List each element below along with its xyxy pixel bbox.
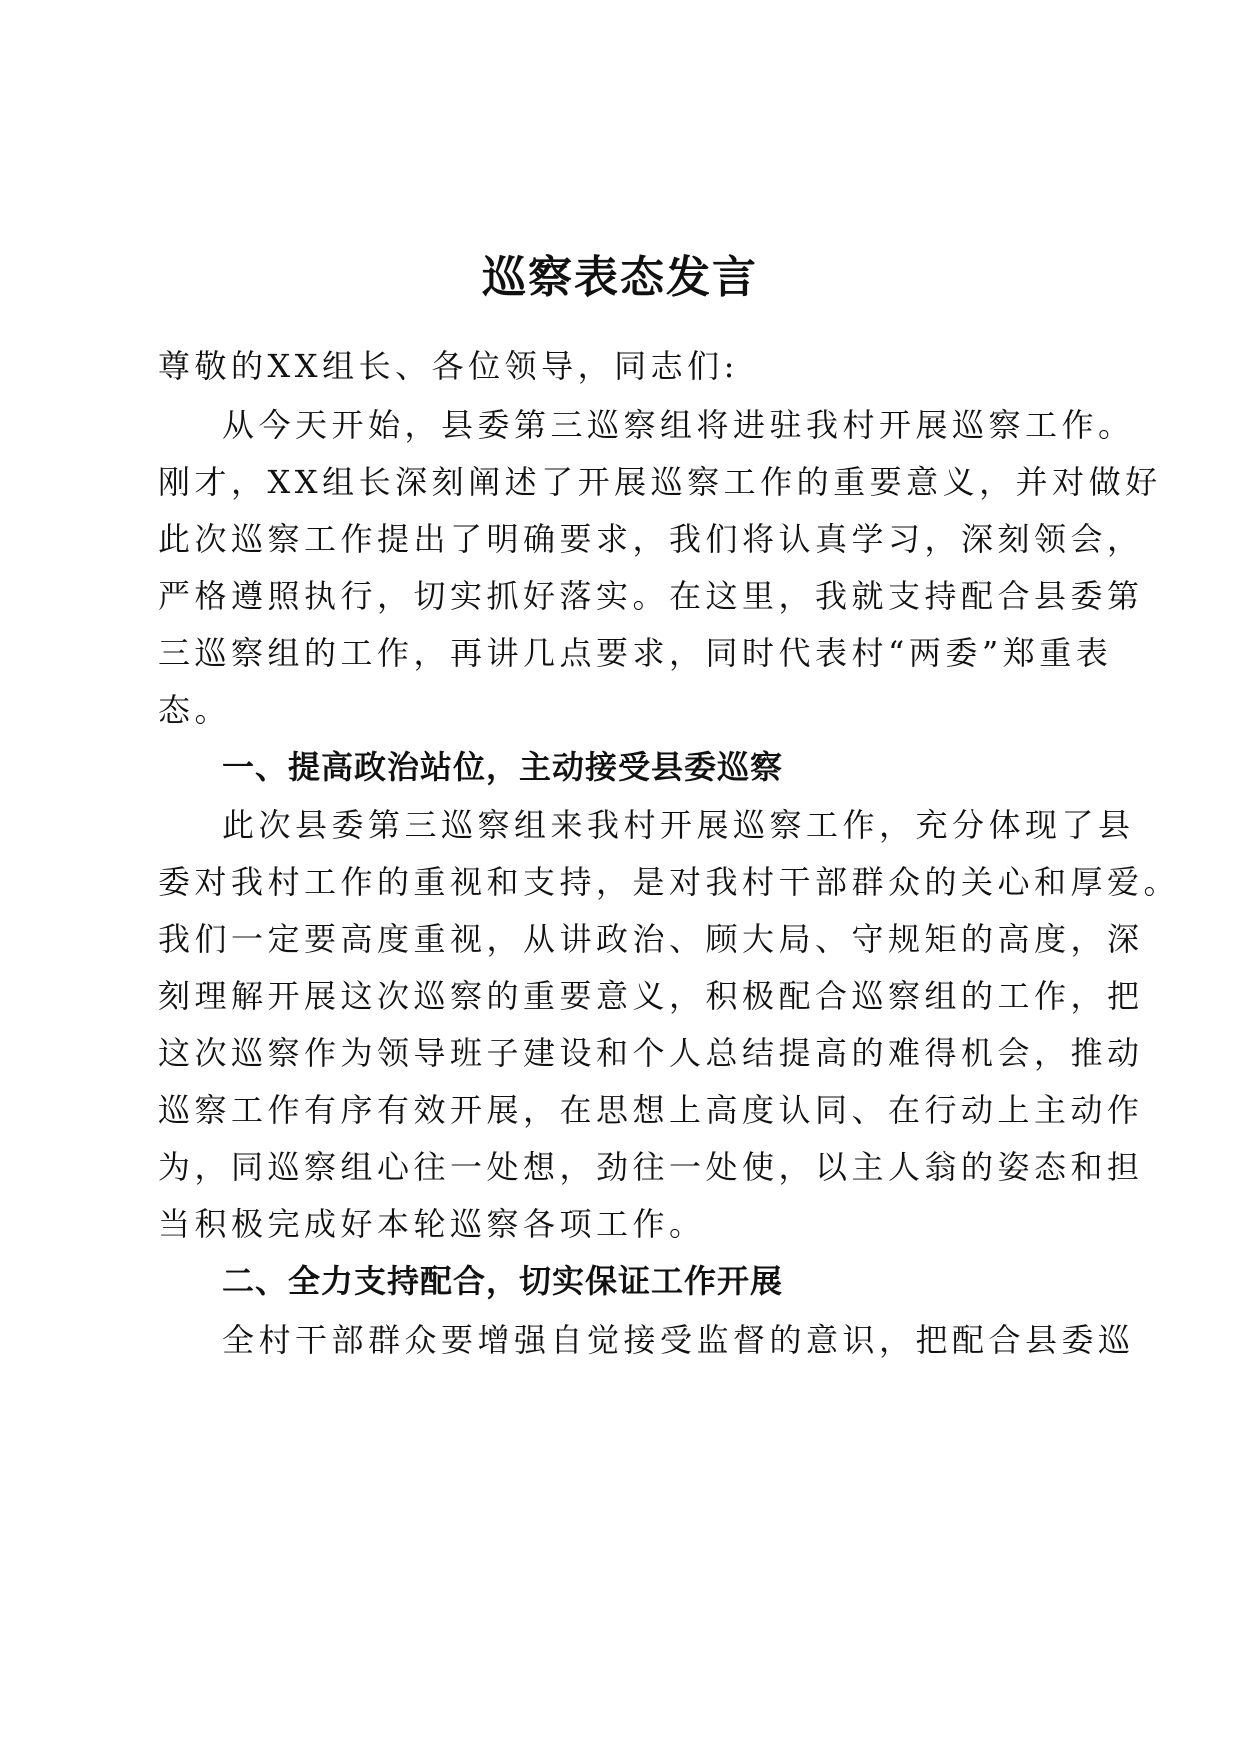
document-title: 巡察表态发言 [482, 252, 758, 303]
paragraph-line: 刚才，XX组长深刻阐述了开展巡察工作的重要意义，并对做好 [158, 463, 1162, 501]
paragraph-line: 全村干部群众要增强自觉接受监督的意识，把配合县委巡 [222, 1321, 1135, 1359]
section-heading: 一、提高政治站位，主动接受县委巡察 [222, 748, 784, 786]
section-heading: 二、全力支持配合，切实保证工作开展 [222, 1262, 784, 1300]
paragraph-line: 严格遵照执行，切实抓好落实。在这里，我就支持配合县委第 [158, 577, 1144, 615]
paragraph-line: 此次县委第三巡察组来我村开展巡察工作，充分体现了县 [222, 806, 1135, 844]
paragraph-line: 态。 [158, 691, 232, 729]
paragraph-line: 我们一定要高度重视，从讲政治、顾大局、守规矩的高度，深 [158, 920, 1144, 958]
salutation: 尊敬的XX组长、各位领导，同志们: [158, 347, 739, 385]
paragraph-line: 为，同巡察组心往一处想，劲往一处使，以主人翁的姿态和担 [158, 1148, 1144, 1186]
paragraph-line: 巡察工作有序有效开展，在思想上高度认同、在行动上主动作 [158, 1091, 1144, 1129]
paragraph-line: 委对我村工作的重视和支持，是对我村干部群众的关心和厚爱。 [158, 863, 1181, 901]
paragraph-line: 三巡察组的工作，再讲几点要求，同时代表村“两委”郑重表 [158, 634, 1113, 672]
paragraph-line: 此次巡察工作提出了明确要求，我们将认真学习，深刻领会， [158, 520, 1144, 558]
paragraph-line: 从今天开始，县委第三巡察组将进驻我村开展巡察工作。 [222, 406, 1135, 444]
paragraph-line: 当积极完成好本轮巡察各项工作。 [158, 1205, 706, 1243]
paragraph-line: 这次巡察作为领导班子建设和个人总结提高的难得机会，推动 [158, 1034, 1144, 1072]
paragraph-line: 刻理解开展这次巡察的重要意义，积极配合巡察组的工作，把 [158, 977, 1144, 1015]
